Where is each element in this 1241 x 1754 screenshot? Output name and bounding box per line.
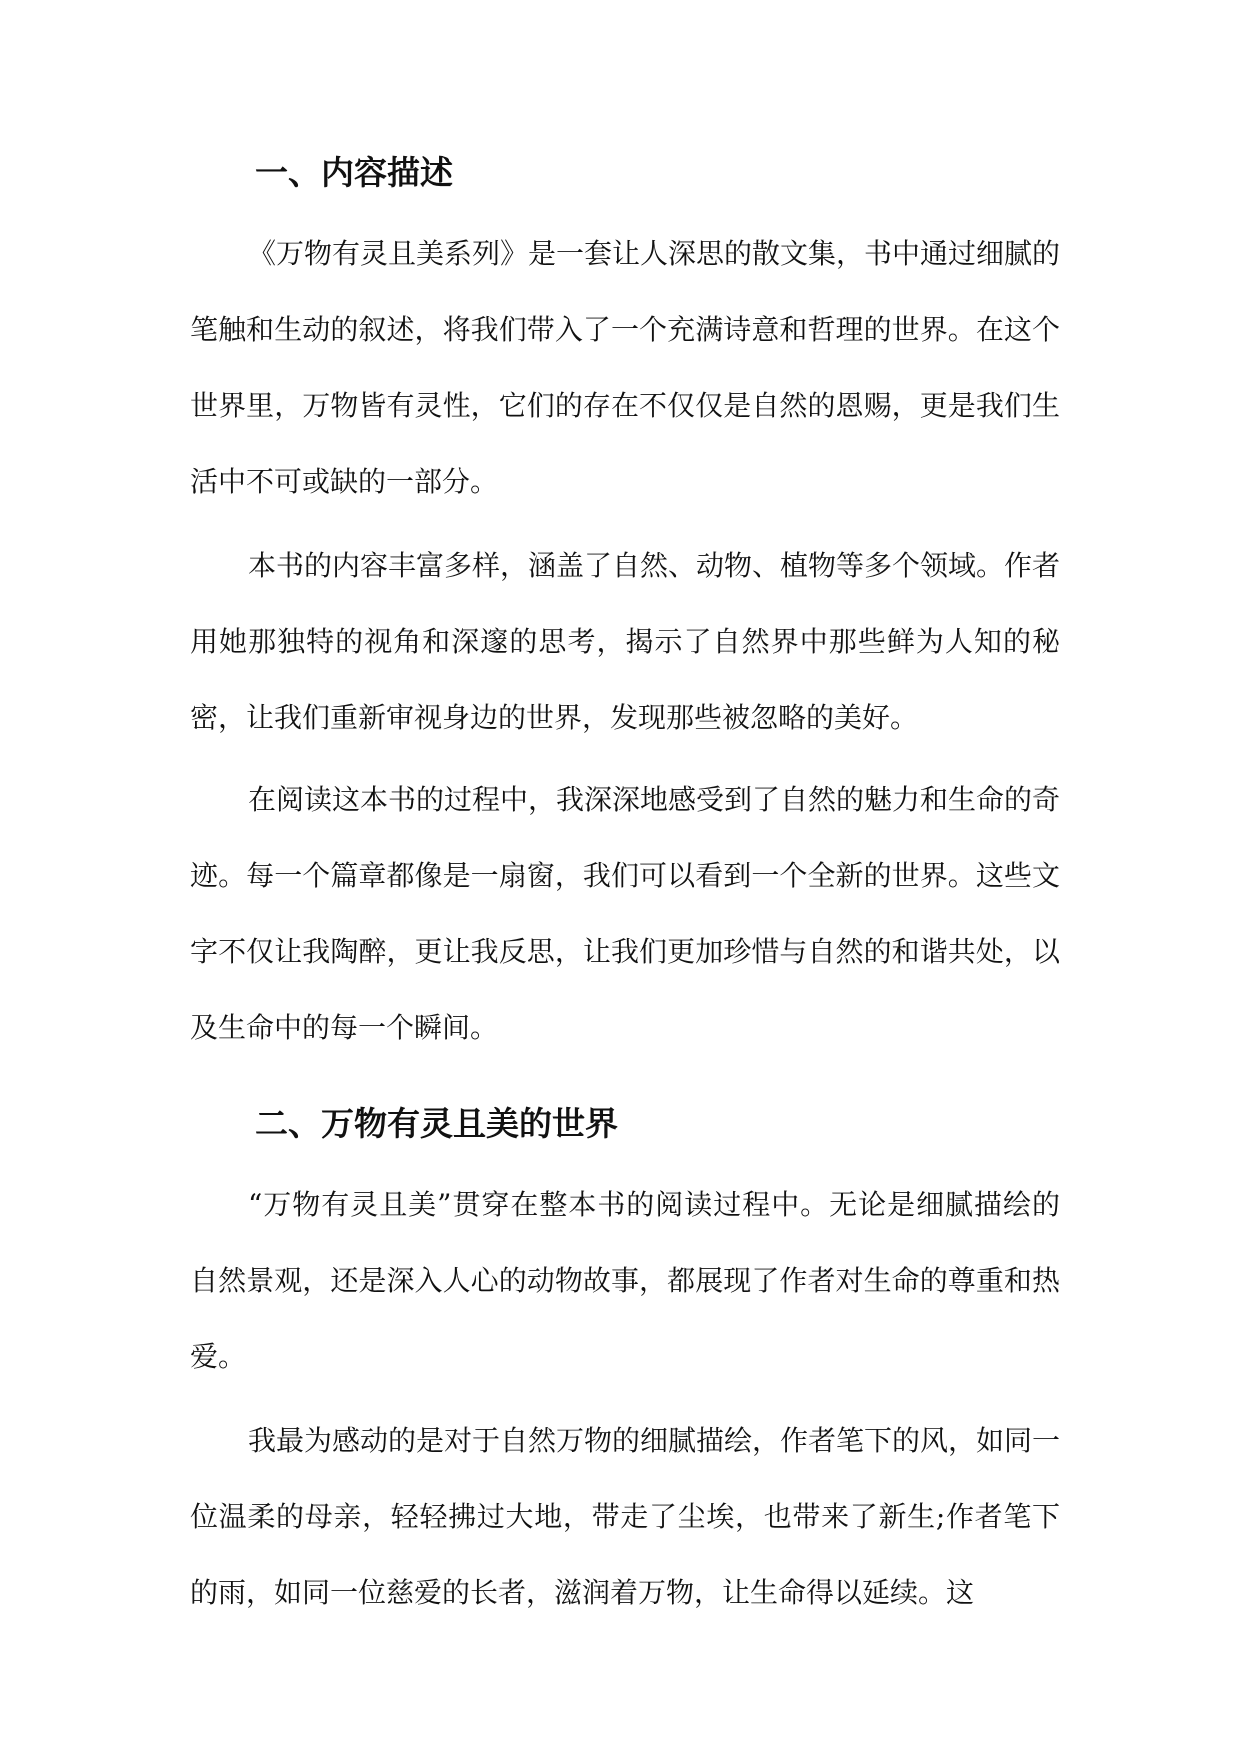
paragraph: 《万物有灵且美系列》是一套让人深思的散文集，书中通过细腻的笔触和生动的叙述，将我们带入了一个充满诗意和哲理的世界。在这个世界里，万物皆有灵性，它们的存在不仅仅是自然的恩赐，更是我们生活中不可或缺的一部分。 — [190, 237, 1061, 498]
section-heading-content-description: 一、内容描述 — [255, 153, 453, 192]
paragraph: 我最为感动的是对于自然万物的细腻描绘，作者笔下的风，如同一位温柔的母亲，轻轻拂过大地，带走了尘埃，也带来了新生;作者笔下的雨，如同一位慈爱的长者，滋润着万物，让生命得以延续。这 — [190, 1424, 1061, 1609]
paragraph: “万物有灵且美”贯穿在整本书的阅读过程中。无论是细腻描绘的自然景观，还是深入人心的动物故事，都展现了作者对生命的尊重和热爱。 — [190, 1188, 1060, 1373]
paragraph: 在阅读这本书的过程中，我深深地感受到了自然的魅力和生命的奇迹。每一个篇章都像是一扇窗，我们可以看到一个全新的世界。这些文字不仅让我陶醉，更让我反思，让我们更加珍惜与自然的和谐共处，以及生命中的每一个瞬间。 — [190, 783, 1061, 1044]
section-heading-world: 二、万物有灵且美的世界 — [255, 1104, 618, 1143]
paragraph: 本书的内容丰富多样，涵盖了自然、动物、植物等多个领域。作者用她那独特的视角和深邃的思考，揭示了自然界中那些鲜为人知的秘密，让我们重新审视身边的世界，发现那些被忽略的美好。 — [190, 549, 1061, 734]
